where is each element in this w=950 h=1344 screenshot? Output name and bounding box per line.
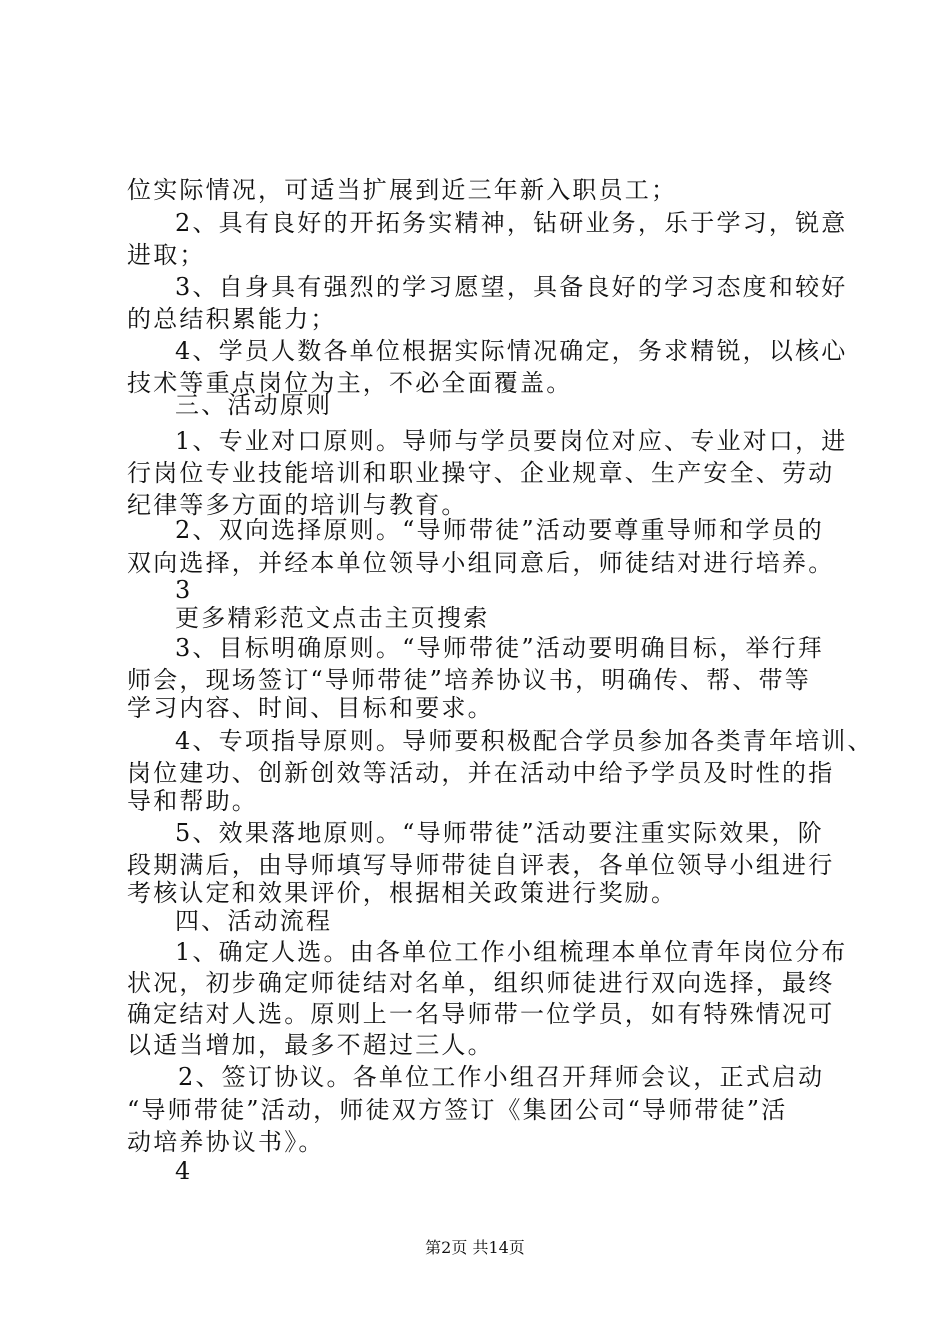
text-line: 双向选择，并经本单位领导小组同意后，师徒结对进行培养。 <box>127 549 835 577</box>
text-line: 动培养协议书》。 <box>127 1128 325 1156</box>
text-line: 3、自身具有强烈的学习愿望，具备良好的学习态度和较好 <box>175 273 848 301</box>
text-line: 考核认定和效果评价，根据相关政策进行奖励。 <box>127 879 678 907</box>
text-line: 岗位建功、创新创效等活动，并在活动中给予学员及时性的指 <box>127 759 835 787</box>
text-line: 学习内容、时间、目标和要求。 <box>127 694 494 722</box>
text-line: 的总结积累能力； <box>127 305 337 333</box>
text-line: 导和帮助。 <box>127 787 258 815</box>
text-line: “导师带徒”活动，师徒双方签订《集团公司“导师带徒”活 <box>127 1096 788 1124</box>
text-line: 1、专业对口原则。导师与学员要岗位对应、专业对口，进 <box>175 427 848 455</box>
text-line: 1、确定人选。由各单位工作小组梳理本单位青年岗位分布 <box>175 938 848 966</box>
page-number-marker: 3 <box>175 576 193 604</box>
text-line: 4、专项指导原则。导师要积极配合学员参加各类青年培训、 <box>175 727 874 755</box>
text-line: 5、效果落地原则。“导师带徒”活动要注重实际效果，阶 <box>175 819 825 847</box>
page-footer: 第2页 共14页 <box>425 1238 525 1257</box>
text-line: 2、具有良好的开拓务实精神，钻研业务，乐于学习，锐意 <box>175 209 848 237</box>
text-line: 确定结对人选。原则上一名导师带一位学员，如有特殊情况可 <box>127 1000 835 1028</box>
text-line: 行岗位专业技能培训和职业操守、企业规章、生产安全、劳动 <box>127 459 835 487</box>
text-line: 3、目标明确原则。“导师带徒”活动要明确目标，举行拜 <box>175 634 825 662</box>
text-line: 4、学员人数各单位根据实际情况确定，务求精锐，以核心 <box>175 337 848 365</box>
text-line: 段期满后，由导师填写导师带徒自评表，各单位领导小组进行 <box>127 851 835 879</box>
page-number-marker: 4 <box>175 1157 193 1185</box>
text-line: 状况，初步确定师徒结对名单，组织师徒进行双向选择，最终 <box>127 969 835 997</box>
section-heading: 四、活动流程 <box>175 907 333 935</box>
text-line: 技术等重点岗位为主，不必全面覆盖。 <box>127 369 573 397</box>
text-line: 进取； <box>127 241 206 269</box>
text-line: 师会，现场签订“导师带徒”培养协议书，明确传、帮、带等 <box>127 666 811 694</box>
text-line: 纪律等多方面的培训与教育。 <box>127 491 468 519</box>
text-line: 2、签订协议。各单位工作小组召开拜师会议，正式启动 <box>178 1063 825 1091</box>
section-heading: 三、活动原则 <box>175 391 333 419</box>
text-line: 位实际情况，可适当扩展到近三年新入职员工； <box>127 176 678 204</box>
text-line: 以适当增加，最多不超过三人。 <box>127 1031 494 1059</box>
promo-text: 更多精彩范文点击主页搜索 <box>175 604 490 632</box>
text-line: 2、双向选择原则。“导师带徒”活动要尊重导师和学员的 <box>175 516 825 544</box>
